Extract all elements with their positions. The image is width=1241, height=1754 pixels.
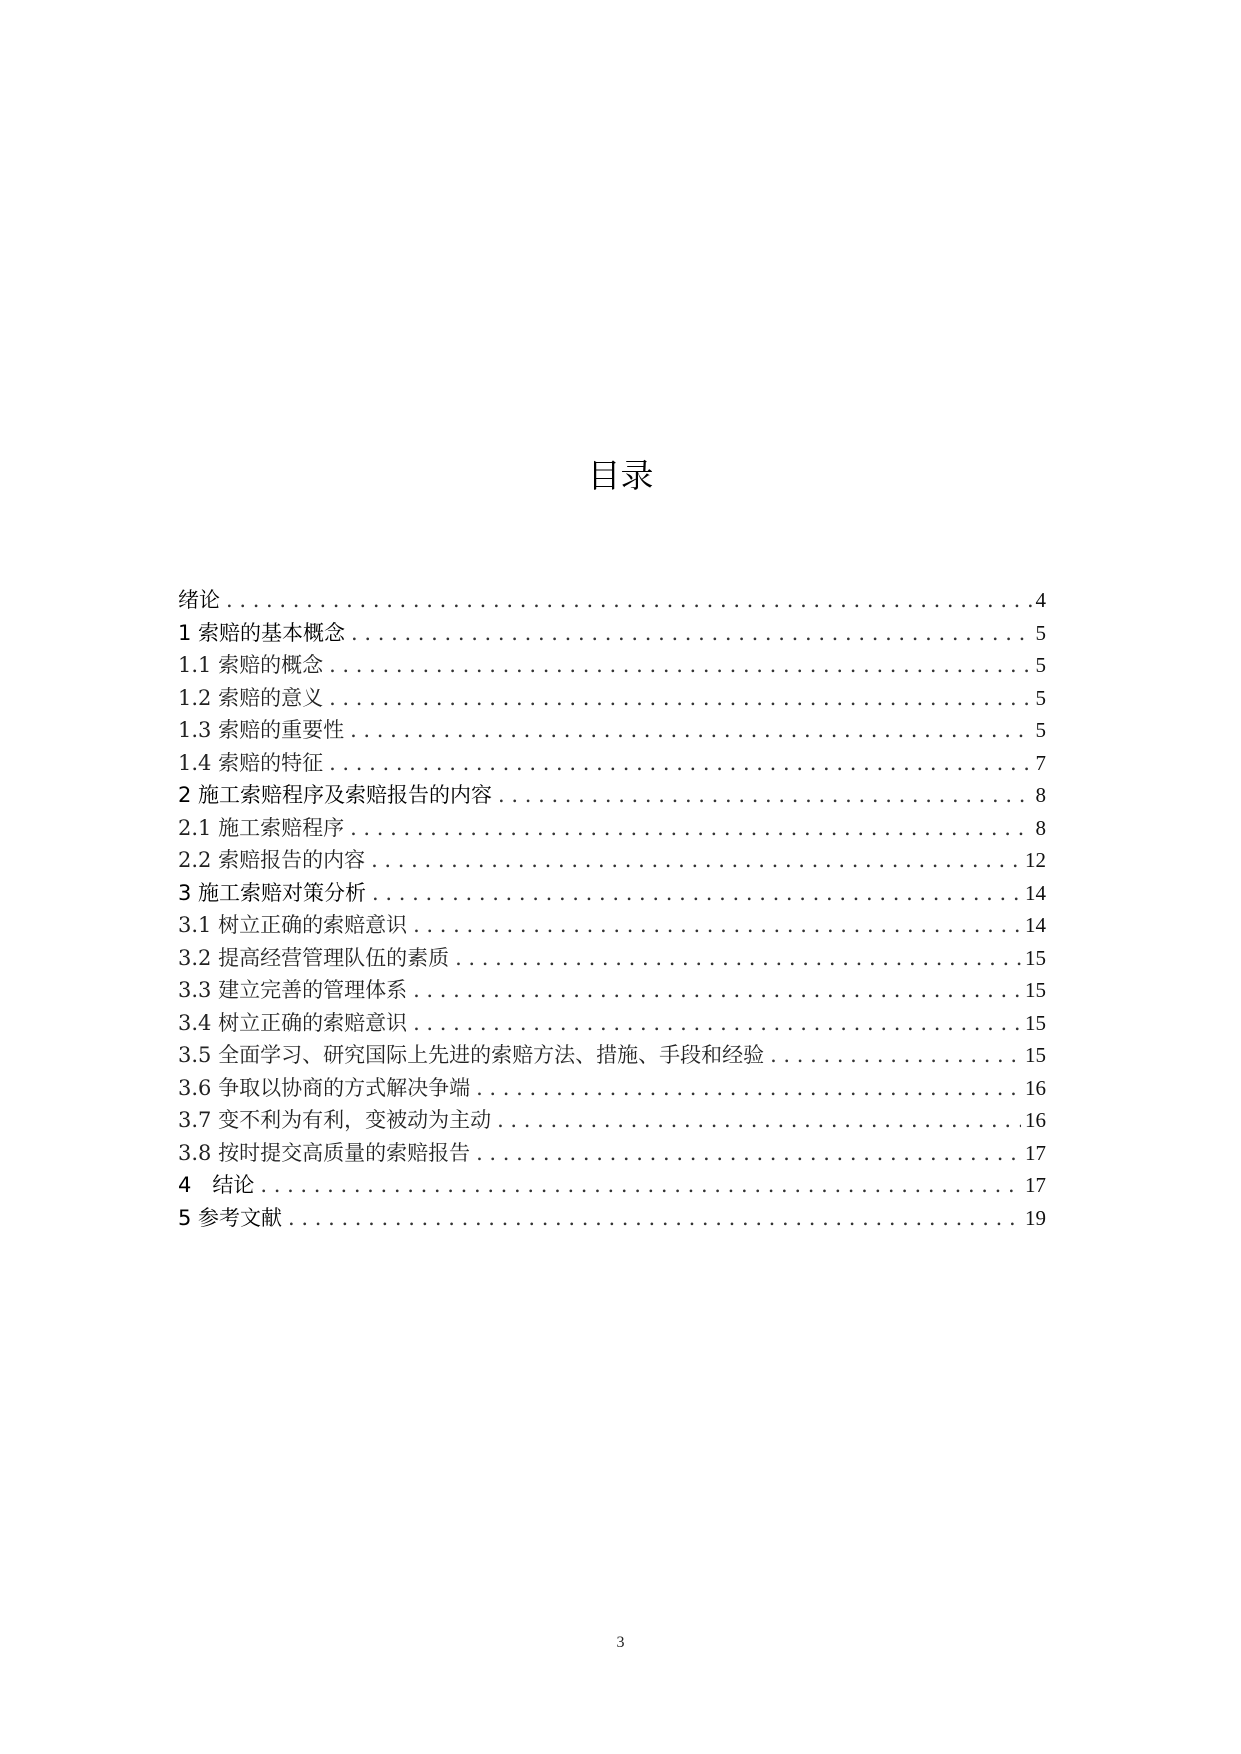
toc-dot-leader bbox=[497, 1104, 1021, 1136]
toc-entry[interactable] bbox=[178, 747, 1046, 780]
toc-entry[interactable] bbox=[178, 942, 1046, 975]
toc-entry[interactable] bbox=[178, 812, 1046, 845]
toc-entry-label: 1.3 索赔的重要性 bbox=[178, 718, 345, 742]
toc-entry[interactable] bbox=[178, 1202, 1046, 1235]
toc-entry[interactable] bbox=[178, 617, 1046, 650]
toc-dot-leader bbox=[476, 1137, 1021, 1169]
toc-entry-label: 3.6 争取以协商的方式解决争端 bbox=[178, 1075, 471, 1100]
page-number: 3 bbox=[616, 1634, 625, 1651]
toc-entry-page: 15 bbox=[1025, 945, 1046, 970]
toc-entry-label: 绪论 bbox=[178, 588, 220, 612]
toc-entry[interactable] bbox=[178, 909, 1046, 942]
toc-entry[interactable] bbox=[178, 844, 1046, 877]
toc-entry-page: 17 bbox=[1025, 1173, 1046, 1197]
page-title: 目录 bbox=[587, 456, 654, 495]
toc-entry[interactable] bbox=[178, 1039, 1046, 1072]
toc-entry[interactable] bbox=[178, 1104, 1046, 1137]
toc-dot-leader bbox=[329, 682, 1031, 714]
toc-entry-page: 19 bbox=[1025, 1205, 1046, 1230]
toc-entry-label: 3.1 树立正确的索赔意识 bbox=[178, 913, 408, 937]
toc-entry-label: 4 结论 bbox=[178, 1173, 255, 1197]
toc-dot-leader bbox=[350, 714, 1031, 746]
toc-entry-label: 3.4 树立正确的索赔意识 bbox=[178, 1010, 408, 1035]
toc-entry-page: 8 bbox=[1035, 783, 1046, 807]
toc-entry-page: 4 bbox=[1035, 588, 1046, 612]
toc-dot-leader bbox=[371, 844, 1021, 876]
toc-entry-page: 15 bbox=[1025, 978, 1046, 1002]
toc-entry-label: 3 施工索赔对策分析 bbox=[178, 880, 367, 905]
toc-dot-leader bbox=[351, 617, 1031, 649]
toc-entry[interactable] bbox=[178, 1007, 1046, 1040]
toc-entry-page: 16 bbox=[1025, 1108, 1046, 1132]
toc-entry-label: 2.1 施工索赔程序 bbox=[178, 815, 345, 840]
toc-dot-leader bbox=[770, 1039, 1021, 1071]
toc-entry[interactable] bbox=[178, 974, 1046, 1007]
toc-entry[interactable] bbox=[178, 649, 1046, 682]
toc-entry-label: 1 索赔的基本概念 bbox=[178, 620, 346, 645]
toc-entry[interactable] bbox=[178, 714, 1046, 747]
table-of-contents bbox=[178, 584, 1046, 1234]
toc-entry-page: 5 bbox=[1035, 620, 1046, 645]
toc-entry-page: 15 bbox=[1025, 1043, 1046, 1067]
toc-dot-leader bbox=[226, 584, 1032, 616]
toc-entry-label: 3.2 提高经营管理队伍的素质 bbox=[178, 945, 450, 970]
toc-entry-label: 1.4 索赔的特征 bbox=[178, 750, 324, 775]
toc-dot-leader bbox=[329, 747, 1031, 779]
toc-entry-label: 3.3 建立完善的管理体系 bbox=[178, 978, 408, 1002]
toc-entry-page: 12 bbox=[1025, 848, 1046, 872]
toc-entry-page: 5 bbox=[1035, 718, 1046, 742]
toc-entry-label: 5 参考文献 bbox=[178, 1205, 283, 1230]
toc-entry-label: 2.2 索赔报告的内容 bbox=[178, 848, 366, 872]
toc-entry-label: 1.1 索赔的概念 bbox=[178, 653, 324, 677]
toc-dot-leader bbox=[413, 909, 1021, 941]
toc-entry-page: 17 bbox=[1025, 1140, 1046, 1165]
toc-entry[interactable] bbox=[178, 584, 1046, 617]
toc-dot-leader bbox=[350, 812, 1031, 844]
toc-dot-leader bbox=[413, 974, 1021, 1006]
toc-dot-leader bbox=[260, 1169, 1021, 1201]
toc-entry-page: 5 bbox=[1035, 685, 1046, 710]
toc-dot-leader bbox=[288, 1202, 1021, 1234]
toc-entry-page: 16 bbox=[1025, 1075, 1046, 1100]
toc-dot-leader bbox=[372, 877, 1021, 909]
toc-entry-label: 1.2 索赔的意义 bbox=[178, 685, 324, 710]
toc-dot-leader bbox=[413, 1007, 1021, 1039]
toc-entry-page: 14 bbox=[1025, 880, 1046, 905]
toc-entry[interactable] bbox=[178, 877, 1046, 910]
toc-dot-leader bbox=[498, 779, 1031, 811]
toc-dot-leader bbox=[455, 942, 1021, 974]
toc-entry-label: 3.8 按时提交高质量的索赔报告 bbox=[178, 1140, 471, 1165]
toc-entry-label: 3.5 全面学习、研究国际上先进的索赔方法、措施、手段和经验 bbox=[178, 1043, 765, 1067]
toc-entry[interactable] bbox=[178, 682, 1046, 715]
toc-entry[interactable] bbox=[178, 779, 1046, 812]
toc-entry-page: 14 bbox=[1025, 913, 1046, 937]
toc-dot-leader bbox=[476, 1072, 1021, 1104]
toc-entry-label: 2 施工索赔程序及索赔报告的内容 bbox=[178, 783, 493, 807]
toc-entry-page: 7 bbox=[1035, 750, 1046, 775]
toc-dot-leader bbox=[329, 649, 1031, 681]
toc-entry-page: 8 bbox=[1035, 815, 1046, 840]
toc-entry-page: 5 bbox=[1035, 653, 1046, 677]
toc-entry[interactable] bbox=[178, 1169, 1046, 1202]
toc-entry[interactable] bbox=[178, 1137, 1046, 1170]
toc-entry[interactable] bbox=[178, 1072, 1046, 1105]
toc-entry-page: 15 bbox=[1025, 1010, 1046, 1035]
toc-entry-label: 3.7 变不利为有利，变被动为主动 bbox=[178, 1108, 492, 1132]
